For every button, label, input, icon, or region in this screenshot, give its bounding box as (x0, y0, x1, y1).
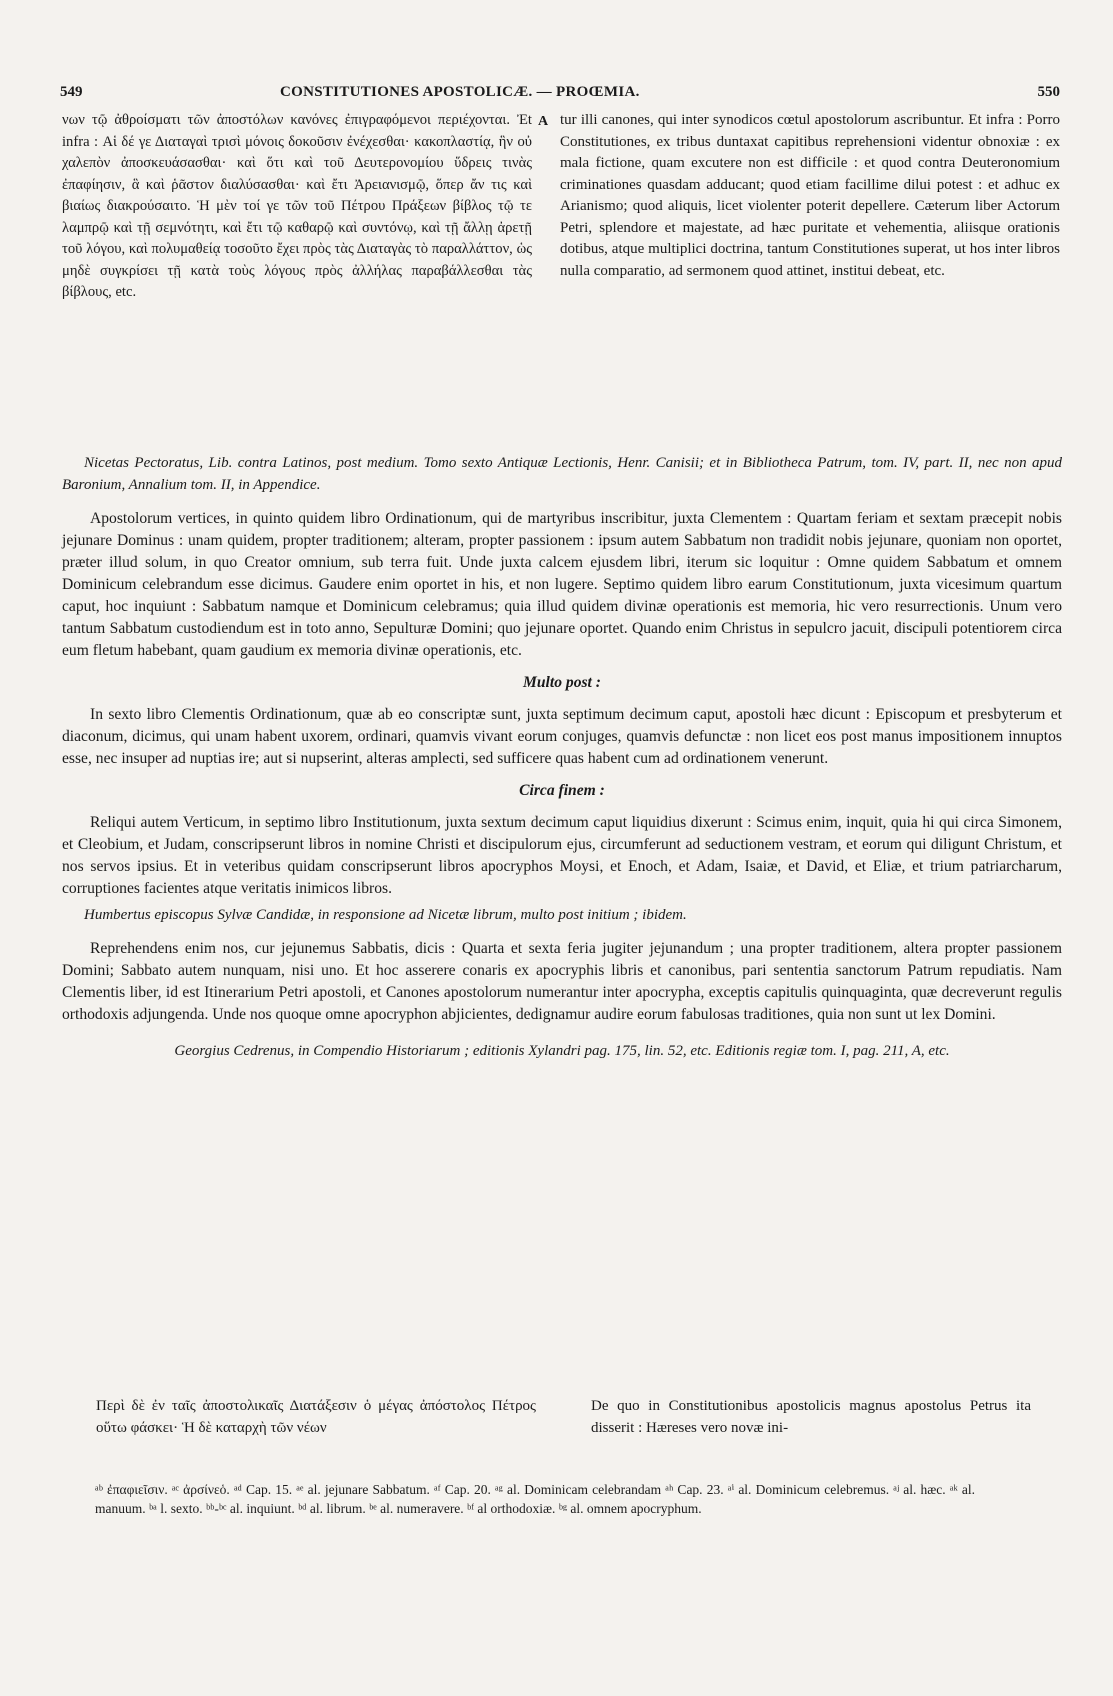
paragraph: Reprehendens enim nos, cur jejunemus Sabbatis, dicis : Quarta et sexta feria jugiter jejunandum ; una propter traditionem, altera propter passionem Domini; Sabbato autem nunquam, nisi uno. Et hoc asserere conaris ex apocryphis libris et canonibus, pari sententia sanctorum Patrum repudiatis. Nam Clementis liber, id est Itinerarium Petri apostoli, et Canones apostolorum numerantur inter apocrypha, exceptis capitulis quinquaginta, quæ decreverunt regulis orthodoxis adjungenda. Unde nos quoque omne apocryphon abjicientes, dedignamur audire eorum fabulosas traditiones, quia non sunt ut lex Domini. (62, 940, 1062, 1023)
page-number-left: 549 (60, 84, 83, 100)
section-heading: Circa finem : (519, 782, 605, 799)
footnotes: ᵃᵇ ἐπαφιεῖσιν. ᵃᶜ ἀρσίνεὁ. ᵃᵈ Cap. 15. ᵃᵉ al. jejunare Sabbatum. ᵃᶠ Cap. 20. ᵃᵍ al. Dominicam celebrandam ᵃʰ Cap. 23. ᵃⁱ al. Dominicum celebremus. ᵃʲ al. hæc. ᵃᵏ al. manuum. ᵇᵃ l. sexto. ᵇᵇ-ᵇᶜ al. inquiunt. ᵇᵈ al. librum. ᵇᵉ al. numeravere. ᵇᶠ al orthodoxiæ. ᵇᵍ al. omnem apocryphum. (95, 1482, 975, 1516)
greek-text: νων τῷ ἀθροίσματι τῶν ἀποστόλων κανόνες ἐπιγραφόμενοι περιέχονται. Ἐt infra : Αἱ δέ γε Διαταγαὶ τρισὶ μόνοις δοκοῦσιν ἐνέχεσθαι· κακοπλαστίᾳ, ἣν οὐ χαλεπὸν ἀποσκευάσασθαι· καὶ ὅτι καὶ τοῦ Δευτερονομίου ὕδρεις τινὰς ἐπαφίησιν, ἃ καὶ ῥᾶστον διαλύσασθαι· καὶ ἔτι Ἀρειανισμῷ, ὅπερ ἄν τις καὶ βιαίως διακρούσαιτο. Ἡ μὲν τοί γε τῶν τοῦ Πέτρου Πράξεων βίβλος τῷ τε λαμπρῷ καὶ τῇ σεμνότητι, καὶ ἔτι τῷ καθαρῷ καὶ συντόνῳ, καὶ τῇ ἄλλῃ ἀρετῇ τοῦ λόγου, καὶ πολυμαθείᾳ τοσοῦτο ἔχει πρὸς τὰς Διαταγὰς τὸ παραλλάττον, ὡς μηδὲ συγκρίσει τῇ κατὰ τοὺς λόγους πρὸς ἀλλήλας παραβάλλεσθαι τὰς βίβλους, etc. (62, 112, 532, 300)
latin-column-bottom (591, 1395, 1031, 1439)
latin-text: tur illi canones, qui inter synodicos cœtul apostolorum ascribuntur. Et infra : Porro Constitutiones, ex tribus duntaxat capitibus reprehensioni videntur obnoxiæ : ex mala fictione, quam excutere non est difficile : et quod contra Deuteronomium criminationes quasdam adducant; quod etiam facillime dilui potest : et adhuc ex Arianismo; quod aliquis, licet violenter poterit depellere. Cæterum liber Actorum Petri, splendore et majestate, ad hæc puritate et vehementia, aliisque orationis dotibus, atque multiplici doctrina, tantum Constitutiones superat, ut hos inter libros nulla comparatio, ad sermonem quod attinet, institui debeat, etc. (560, 112, 1060, 279)
page-header (60, 84, 1060, 106)
paragraph: Reliqui autem Verticum, in septimo libro Institutionum, juxta sextum decimum caput liquidius dixerunt : Scimus enim, inquit, quia hi qui circa Simonem, et Cleobium, et Judam, conscripserunt libros in nomine Christi et discipulorum ejus, circumferunt ad seductionem vestram, et eorum qui diligunt Christum, et nos servos ipsius. Et in veteribus quidam conscripserunt libros apocryphos Moysi, et Enoch, et Adam, Isaiæ, et David, et Eliæ, et trium patriarcharum, corruptiones facientes atque veritatis inimicos libros. (62, 814, 1062, 897)
latin-text: De quo in Constitutionibus apostolicis magnus apostolus Petrus ita disserit : Hæreses vero novæ ini- (591, 1398, 1031, 1436)
latin-column (560, 110, 1060, 282)
paragraph: In sexto libro Clementis Ordinationum, quæ ab eo conscriptæ sunt, juxta septimum decimum caput, apostoli hæc dicunt : Episcopum et presbyterum et diaconum, dicimus, qui unam habent uxorem, ordinari, quamvis vivant eorum conjuges, quamvis defunctæ : non licet eos post manus impositionem innuptos esse, nec insuper ad nuptias ire; aut si nupserint, alteras amplecti, sed sufficere quas habent cum ad ordinationem venerunt. (62, 706, 1062, 767)
citation-humbertus: Humbertus episcopus Sylvæ Candidæ, in responsione ad Nicetæ librum, multo post initium ; ibidem. (84, 907, 687, 923)
page-number-right: 550 (1037, 84, 1060, 100)
greek-column-bottom (96, 1395, 536, 1439)
greek-column (62, 110, 532, 304)
citation-nicetas: Nicetas Pectoratus, Lib. contra Latinos, post medium. Tomo sexto Antiquæ Lectionis, Henr. Canisii; et in Bibliotheca Patrum, tom. IV, part. II, nec non apud Baronium, Annalium tom. II, in Appendice. (62, 455, 1062, 493)
section-heading: Multo post : (523, 674, 601, 691)
column-marker: A (538, 114, 549, 129)
main-body (62, 452, 1062, 1074)
greek-text: Περὶ δὲ ἐν ταῖς ἀποστολικαῖς Διατάξεσιν ὁ μέγας ἀπόστολος Πέτρος οὕτω φάσκει· Ἡ δὲ καταρχὴ τῶν νέων (96, 1398, 536, 1436)
citation-georgius: Georgius Cedrenus, in Compendio Historiarum ; editionis Xylandri pag. 175, lin. 52, etc. Editionis regiæ tom. I, pag. 211, A, etc. (174, 1043, 950, 1059)
paragraph: Apostolorum vertices, in quinto quidem libro Ordinationum, qui de martyribus inscribitur, juxta Clementem : Quartam feriam et sextam præcepit nobis jejunare Dominus : unam quidem, propter traditionem; alteram, propter passionem : ipsum autem Sabbatum non tradidit nobis jejunare, quoniam non oportet, præter illud solum, in quo Creator omnium, sub terra fuit. Unde juxta calcem ejusdem libri, iterum sic loquitur : Omne quidem Sabbatum et omnem Dominicum celebrandum esse dicimus. Gaudere enim oportet in his, et non lugere. Septimo quidem libro earum Constitutionum, juxta vicesimum quartum caput, hoc inquiunt : Sabbatum namque et Dominicum celebramus; quia illud quidem divinæ operationis est memoria, hic vero resurrectionis. Unum vero tantum Sabbatum custodiendum est in toto anno, Sepulturæ Domini; quo jejunare oportet. Quando enim Christus in sepulcro jacuit, discipuli potentiorem circa eum fletum habebant, quam gaudium ex memoria divinæ operationis, etc. (62, 510, 1062, 659)
running-title: CONSTITUTIONES APOSTOLICÆ. — PROŒMIA. (280, 84, 640, 100)
